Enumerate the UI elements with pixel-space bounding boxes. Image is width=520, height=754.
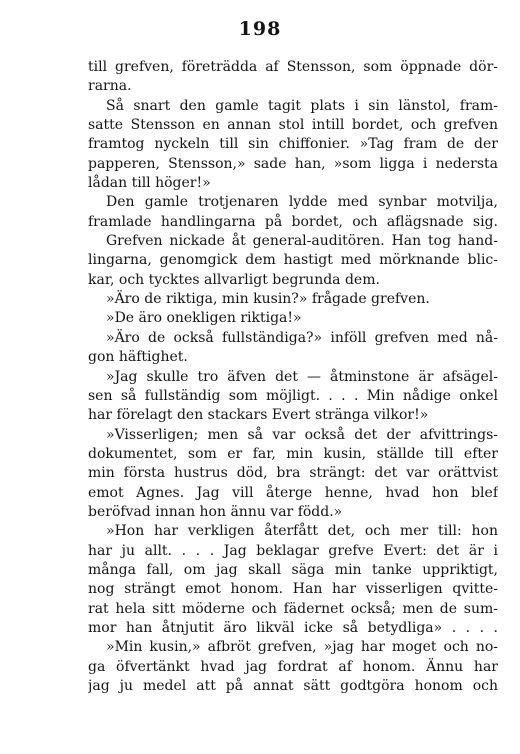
text-line: »Min kusin,» afbröt grefven, »jag har moget och no- [106, 639, 498, 656]
text-line: dokumentet, som er far, min kusin, ställde till efter [88, 445, 498, 462]
text-body [88, 58, 498, 696]
text-line: »Jag skulle tro äfven det — åtminstone är afsägel- [106, 368, 498, 385]
text-line: framtog nyckeln till sin chiffonier. »Tag fram de der [88, 136, 498, 153]
text-line: många fall, om jag skall säga min tanke uppriktigt, [88, 561, 498, 578]
text-line: »Hon har verkligen återfått det, och mer till: hon [106, 523, 498, 540]
text-line: kar, och tycktes allvarligt begrunda dem. [88, 271, 380, 288]
text-line: beröfvad innan hon ännu var född.» [88, 503, 343, 520]
text-line: har förelagt den stackars Evert stränga vilkor!» [88, 407, 429, 424]
text-line: framlade handlingarna på bordet, och aflägsnade sig. [88, 213, 498, 230]
text-line: rarna. [88, 78, 132, 95]
text-line: gon häftighet. [88, 349, 188, 366]
text-line: »Äro de också fullständiga?» inföll grefven med nå- [106, 329, 498, 346]
text-line: ga öfvertänkt hvad jag fordrat af honom. Ännu har [88, 658, 498, 675]
text-line: »Visserligen; men så var också det der afvittrings- [106, 426, 498, 443]
text-line: nog strängt emot honom. Han har visserligen qvitte- [88, 581, 498, 598]
text-line: lingarna, genomgick dem hastigt med mörknande blic- [88, 252, 498, 269]
text-line: lådan till höger!» [88, 175, 211, 192]
text-line: jag ju medel att på annat sätt godtgöra honom och [88, 678, 498, 694]
text-line: min första hustrus död, bra strängt: det var orättvist [88, 465, 498, 482]
text-line: mor han åtnjutit äro likväl icke så betydliga» . . . . [88, 619, 498, 636]
text-line: har ju allt. . . . Jag beklagar grefve Evert: det är i [88, 542, 498, 559]
text-line: sen så fullständig som möjligt. . . . Min nådige onkel [88, 387, 498, 404]
text-line: rat hela sitt möderne och fädernet också; men de sum- [88, 600, 498, 617]
text-line: emot Agnes. Jag vill återge henne, hvad hon blef [88, 484, 498, 501]
text-line: Grefven nickade åt general-auditören. Han tog hand- [106, 233, 498, 250]
text-line: satte Stensson en annan stol intill bordet, och grefven [88, 117, 498, 134]
page-number: 198 [238, 18, 282, 40]
text-line: Den gamle trotjenaren lydde med synbar motvilja, [106, 194, 498, 211]
text-line: Så snart den gamle tagit plats i sin länstol, fram- [106, 97, 498, 114]
text-line: »Äro de riktiga, min kusin?» frågade grefven. [106, 291, 430, 308]
text-line: papperen, Stensson,» sade han, »som ligga i nedersta [88, 155, 498, 172]
text-line: till grefven, företrädda af Stensson, som öppnade dör- [88, 59, 498, 75]
text-line: »De äro onekligen riktiga!» [106, 310, 302, 327]
